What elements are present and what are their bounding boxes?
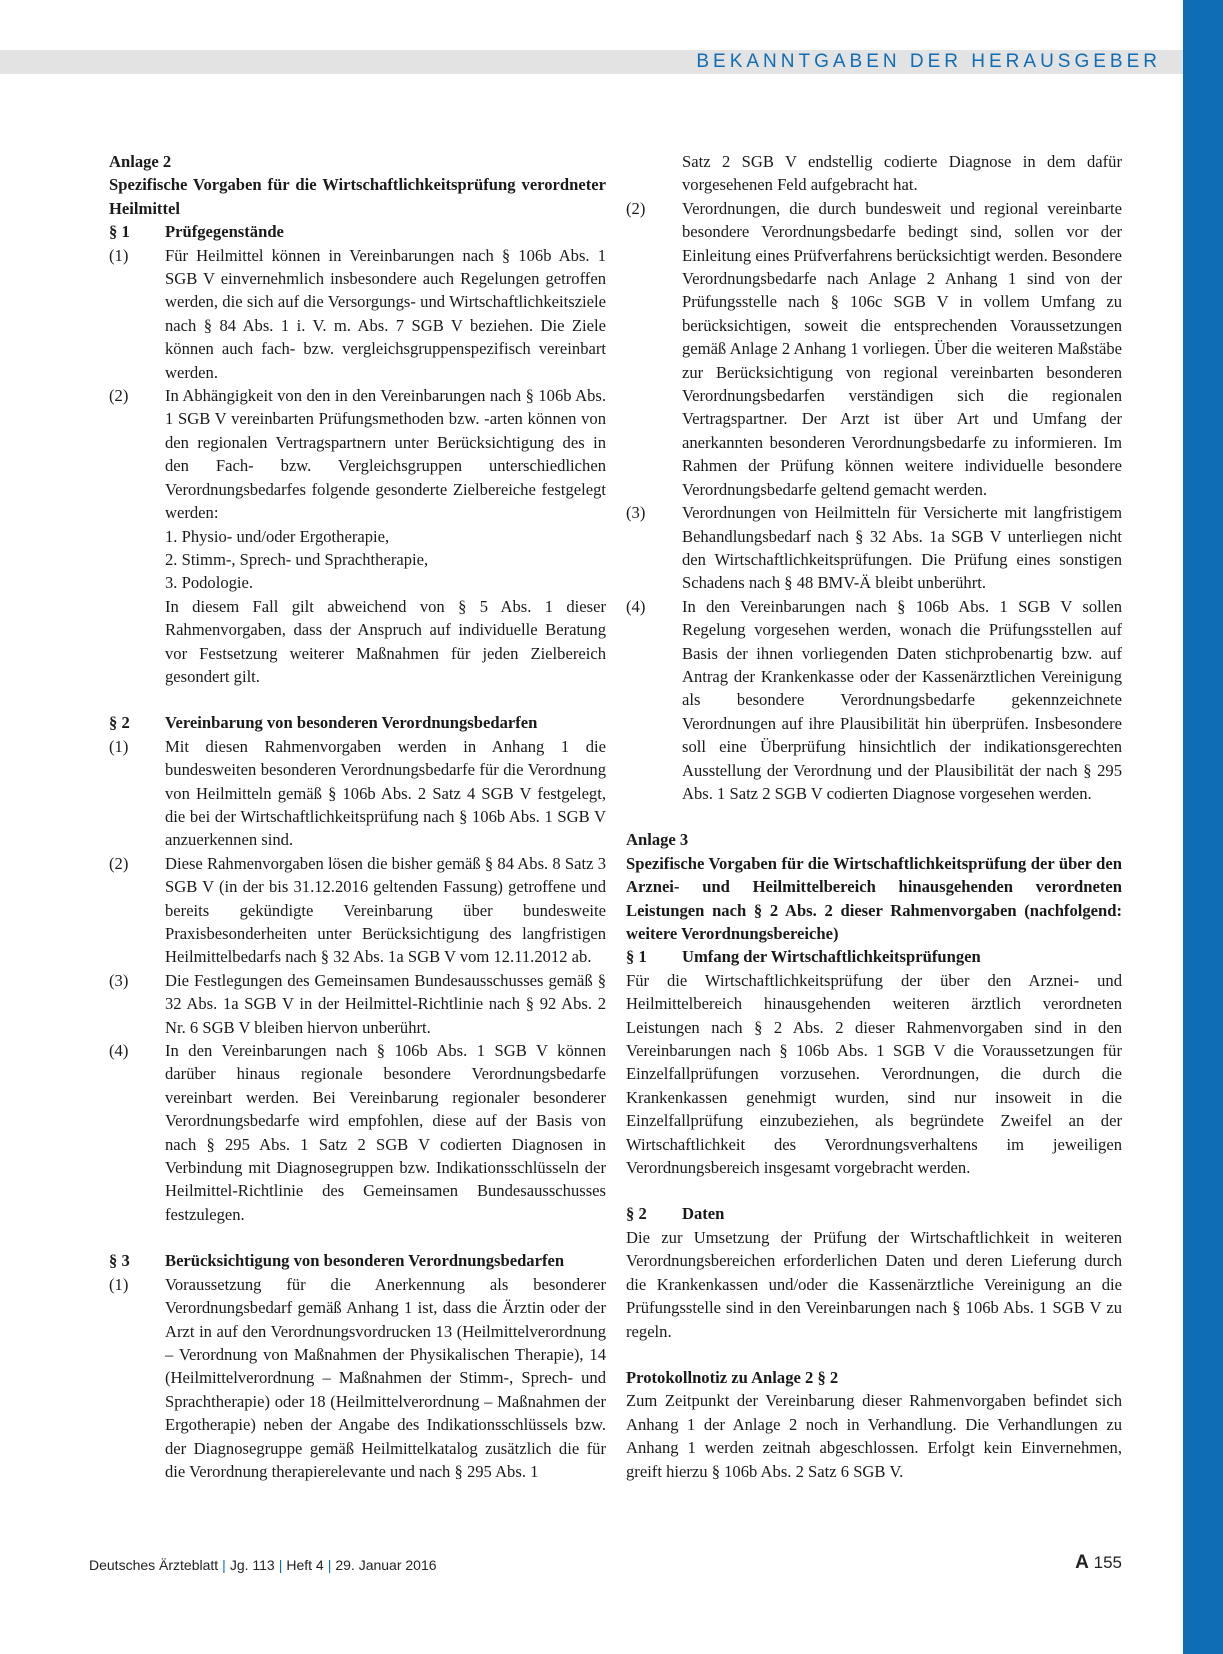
paragraph-number: (4) [626,596,646,616]
page-number [1075,1552,1122,1574]
list-item: 1. Physio- und/oder Ergotherapie, [165,526,390,546]
section-title: Berücksichtigung von besonderen Verordnungsbedarfen [165,1251,565,1271]
section-title: Vereinbarung von besonderen Verordnungsbedarfen [165,713,538,733]
paragraph-continuation: Satz 2 SGB V endstellig codierte Diagnose in dem dafür vorgesehenen Feld aufgebracht hat. [682,152,1122,195]
protocol-note-text: Zum Zeitpunkt der Vereinbarung dieser Rahmenvorgaben befindet sich Anhang 1 der Anlage 2 noch in Verhandlung. Die Verhandlungen zu Anhang 1 werden zeitnah abgeschlossen. Erfolgt kein Einvernehmen, greift hierzu § 106b Abs. 2 Satz 6 SGB V. [626,1391,1122,1481]
paragraph-text: Für die Wirtschaftlichkeitsprüfung der über den Arznei- und Heilmittelbereich hinausgehenden weiteren ärztlich verordneten Leistungen nach § 2 Abs. 2 dieser Rahmenvorgaben sind in den Vereinbarungen nach § 106b Abs. 1 SGB V die Voraussetzungen für Einzelfallprüfungen vorzusehen. Verordnungen, die durch die Krankenkassen genehmigt wurden, sind nur insoweit in die Einzelfallprüfung einzubeziehen, als begründete Zweifel an der Wirtschaftlichkeit des Verordnungsverhaltens im jeweiligen Verordnungsbereich insgesamt vorgebracht werden. [626,970,1122,1178]
paragraph-text: Die zur Umsetzung der Prüfung der Wirtschaftlichkeit in weiteren Verordnungsbereichen erforderlichen Daten und deren Lieferung durch die Krankenkassen und/oder die Kassenärztliche Vereinigung an die Prüfungsstelle sind in den Vereinbarungen nach § 106b Abs. 1 SGB V zu regeln. [626,1227,1122,1341]
paragraph-number: (2) [626,198,646,218]
paragraph-number: (3) [109,970,129,990]
paragraph-text: Voraussetzung für die Anerkennung als besonderer Verordnungsbedarf gemäß Anhang 1 ist, dass die Ärztin oder der Arzt in auf den Verordnungsvordrucken 13 (Heilmittelverordnung – Verordnung von Maßnahmen der Physikalischen Therapie), 14 (Heilmittelverordnung – Maßnahmen der Stimm-, Sprech- und Sprachtherapie) oder 18 (Heilmittelverordnung – Maßnahmen der Ergotherapie) neben der Angabe des Indikationsschlüssels bzw. der Diagnosegruppe gemäß Heilmittelkatalog zusätzlich die für die Verordnung therapierelevante und nach § 295 Abs. 1 [165,1274,606,1481]
journal-issue: Heft 4 [286,1557,324,1573]
section-heading [109,711,606,734]
paragraph [626,595,1122,806]
anlage2-title: Anlage 2 [109,152,172,171]
paragraph-text: In diesem Fall gilt abweichend von § 5 Abs. 1 dieser Rahmenvorgaben, dass der Anspruch auf individuelle Beratung vor Festsetzung weiterer Maßnahmen für jeden Zielbereich gesondert gilt. [165,596,606,686]
journal-date: 29. Januar 2016 [335,1557,437,1573]
journal-name: Deutsches Ärzteblatt [89,1557,219,1573]
footer-citation: Deutsches Ärzteblatt | Jg. 113 | Heft 4 | 29. Januar 2016 [89,1557,437,1573]
anlage2-subtitle: Spezifische Vorgaben für die Wirtschaftlichkeitsprüfung verordneter Heilmittel [109,175,606,218]
paragraph-text: In den Vereinbarungen nach § 106b Abs. 1 SGB V sollen Regelung vorgesehen werden, wonach die Prüfungsstellen auf Basis der ihnen vorliegenden Daten stichprobenartig bzw. auf Antrag der Krankenkasse oder der Kassenärztlichen Vereinigung als besondere Verordnungsbedarfe gekennzeichnete Verordnungen auf ihre Plausibilität hin überprüfen. Insbesondere soll eine Überprüfung hinsichtlich der indikationsgerechten Ausstellung der Verordnung und der Plausibilität der nach § 295 Abs. 1 Satz 2 SGB V codierten Diagnose vorgesehen werden. [682,596,1122,803]
paragraph [109,1039,606,1226]
section-title: Umfang der Wirtschaftlichkeitsprüfungen [682,947,981,967]
section-header-title: BEKANNTGABEN DER HERAUSGEBER [696,51,1161,72]
journal-volume: Jg. 113 [229,1557,275,1573]
left-column [109,150,606,1483]
paragraph [109,1273,606,1484]
section-heading [109,220,606,243]
section-heading [109,1249,606,1272]
paragraph-number: (1) [109,1274,129,1294]
paragraph-number: (2) [109,386,129,406]
section-title: Daten [682,1204,725,1224]
paragraph-text: Die Festlegungen des Gemeinsamen Bundesausschusses gemäß § 32 Abs. 1a SGB V in der Heilmittel-Richtlinie nach § 92 Abs. 2 Nr. 6 SGB V bleiben hiervon unberührt. [165,970,606,1037]
section-number: § 1 [109,222,130,242]
anlage3-subtitle: Spezifische Vorgaben für die Wirtschaftlichkeitsprüfung der über den Arznei- und Heilmittelbereich hinausgehenden verordneten Leistungen nach § 2 Abs. 2 dieser Rahmenvorgaben (nachfolgend: weitere Verordnungsbereiche) [626,853,1122,943]
paragraph [109,852,606,969]
page-number-value: 155 [1093,1553,1122,1572]
paragraph-text: Für Heilmittel können in Vereinbarungen nach § 106b Abs. 1 SGB V einvernehmlich insbesondere auch Regelungen getroffen werden, die sich auf die Versorgungs- und Wirtschaftlichkeitsziele nach § 84 Abs. 1 i. V. m. Abs. 7 SGB V beziehen. Die Ziele können auch fach- bzw. vergleichsgruppenspezifisch vereinbart werden. [165,245,606,382]
anlage3-title: Anlage 3 [626,830,689,850]
right-column [626,150,1122,1483]
paragraph-number: (3) [626,503,646,523]
protocol-note-title: Protokollnotiz zu Anlage 2 § 2 [626,1367,839,1387]
section-number: § 2 [626,1204,647,1224]
list-item: 2. Stimm-, Sprech- und Sprachtherapie, [165,549,429,569]
paragraph-number: (1) [109,736,129,756]
paragraph-text: Verordnungen von Heilmitteln für Versicherte mit langfristigem Behandlungsbedarf nach § 32 Abs. 1a SGB V unterliegen nicht den Wirtschaftlichkeitsprüfungen. Die Prüfung eines sonstigen Schadens nach § 48 BMV-Ä bleibt unberührt. [682,503,1122,593]
list-item: 3. Podologie. [165,573,254,593]
paragraph [109,735,606,852]
paragraph-text: Diese Rahmenvorgaben lösen die bisher gemäß § 84 Abs. 8 Satz 3 SGB V (in der bis 31.12.2016 geltenden Fassung) getroffene und bereits gekündigte Vereinbarung über bundesweite Praxisbesonderheiten unter Berücksichtigung des langfristigen Heilmittelbedarfs nach § 32 Abs. 1a SGB V vom 12.11.2012 ab. [165,853,606,967]
section-heading [626,945,1122,968]
paragraph-text: In den Vereinbarungen nach § 106b Abs. 1 SGB V können darüber hinaus regionale besondere Verordnungsbedarfe vereinbart werden. Bei Vereinbarung regionaler besonderer Verordnungsbedarfe wird empfohlen, diese auf der Basis von nach § 295 Abs. 1 Satz 2 SGB V codierten Diagnosen in Verbindung mit Diagnosegruppen bzw. Indikationsschlüsseln der Heilmittel-Richtlinie des Gemeinsamen Bundesausschusses festzulegen. [165,1041,606,1224]
paragraph-text: In Abhängigkeit von den in den Vereinbarungen nach § 106b Abs. 1 SGB V vereinbarten Prüfungsmethoden bzw. -arten können von den regionalen Vertragspartnern unter Berücksichtigung des in den Fach- bzw. Vergleichsgruppen unterschiedlichen Verordnungsbedarfes folgende gesonderte Zielbereiche festgelegt werden: [165,386,606,523]
paragraph [109,969,606,1039]
paragraph [626,501,1122,595]
paragraph-number: (1) [109,245,129,265]
page-prefix: A [1075,1552,1089,1573]
paragraph-number: (4) [109,1041,129,1061]
paragraph-text: Verordnungen, die durch bundesweit und regional vereinbarte besondere Verordnungsbedarfe bedingt sind, sollen vor der Einleitung eines Prüfverfahrens berücksichtigt werden. Besondere Verordnungsbedarfe nach Anlage 2 Anhang 1 sind von der Prüfungsstelle nach § 106c SGB V in vollem Umfang zu berücksichtigen, soweit die entsprechenden Voraussetzungen gemäß Anlage 2 Anhang 1 vorliegen. Über die weiteren Maßstäbe zur Berücksichtigung von regional vereinbarten besonderen Verordnungsbedarfen verständigen sich die regionalen Vertragspartner. Der Arzt ist über Art und Umfang der anerkannten besonderen Verordnungsbedarfe zu informieren. Im Rahmen der Prüfung können weitere individuelle besondere Verordnungsbedarfe geltend gemacht werden. [682,198,1122,499]
section-number: § 2 [109,713,130,733]
section-heading [626,1202,1122,1225]
paragraph [109,244,606,384]
paragraph-text: Mit diesen Rahmenvorgaben werden in Anhang 1 die bundesweiten besonderen Verordnungsbedarfe für die Verordnung von Heilmitteln gemäß § 106b Abs. 2 Satz 4 SGB V festgelegt, die bei der Wirtschaftlichkeitsprüfung nach § 106b Abs. 1 SGB V anzuerkennen sind. [165,736,606,850]
section-number: § 3 [109,1251,130,1271]
section-number: § 1 [626,947,647,967]
paragraph-number: (2) [109,853,129,873]
side-color-bar [1183,0,1223,1654]
paragraph [626,197,1122,501]
section-title: Prüfgegenstände [165,222,284,242]
paragraph [109,384,606,524]
